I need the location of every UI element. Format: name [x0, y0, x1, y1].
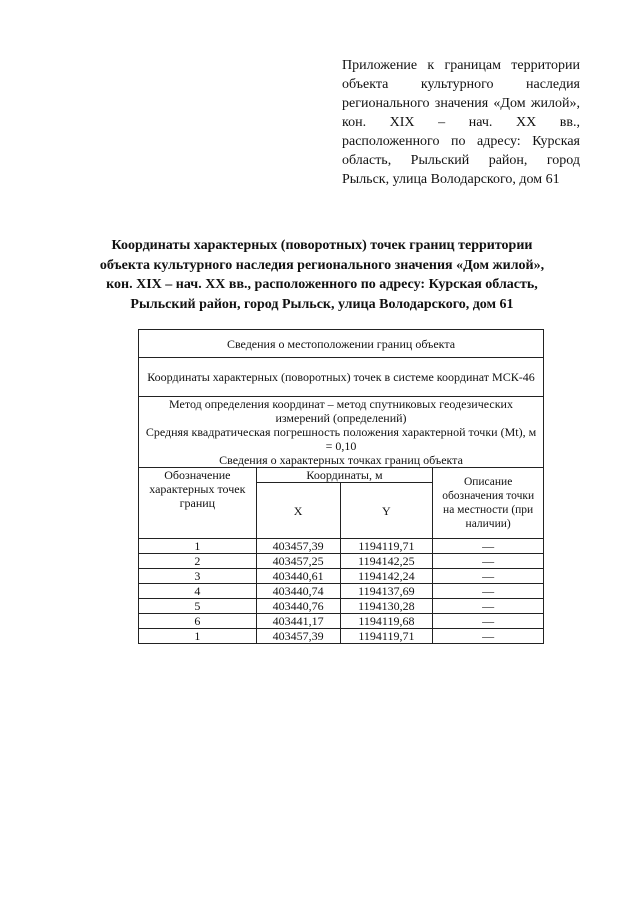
table-row [139, 614, 544, 629]
point-number: 6 [139, 614, 257, 629]
description-column-header: Описание обозначения точки на местности (при наличии) [433, 468, 544, 539]
point-number: 1 [139, 629, 257, 644]
method-text: Метод определения координат – метод спутниковых геодезических измерений (определений) [169, 397, 513, 425]
x-value: 403441,17 [256, 614, 340, 629]
x-value: 403440,61 [256, 569, 340, 584]
method-accuracy-block [139, 397, 544, 468]
table-row [139, 584, 544, 599]
coordinates-column-header: Координаты, м [256, 468, 433, 483]
section-points-header: Сведения о характерных точках границ объекта [219, 453, 463, 467]
y-value: 1194142,25 [340, 554, 433, 569]
point-number: 5 [139, 599, 257, 614]
x-value: 403440,76 [256, 599, 340, 614]
table-row [139, 569, 544, 584]
description-value: — [433, 539, 544, 554]
table-row [139, 599, 544, 614]
description-value: — [433, 599, 544, 614]
x-column-header: X [256, 483, 340, 539]
accuracy-text: Средняя квадратическая погрешность положения характерной точки (Mt), м = 0,10 [145, 425, 537, 453]
y-value: 1194119,71 [340, 539, 433, 554]
coordinates-table [138, 329, 544, 644]
x-value: 403457,39 [256, 539, 340, 554]
coordinate-system-header: Координаты характерных (поворотных) точек в системе координат МСК-46 [139, 358, 544, 397]
document-title: Координаты характерных (поворотных) точек границ территории объекта культурного наследия регионального значения «Дом жилой», кон. XIX – нач. XX вв., расположенного по адресу: Курская область, Рыльский район, город Рыльск, улица Володарского, дом 61 [99, 238, 545, 312]
description-value: — [433, 584, 544, 599]
table-row [139, 629, 544, 644]
y-value: 1194130,28 [340, 599, 433, 614]
designation-column-header: Обозначение характерных точек границ [139, 468, 257, 539]
x-value: 403457,25 [256, 554, 340, 569]
y-value: 1194119,68 [340, 614, 433, 629]
table-row [139, 554, 544, 569]
description-value: — [433, 614, 544, 629]
y-value: 1194142,24 [340, 569, 433, 584]
description-value: — [433, 569, 544, 584]
description-value: — [433, 554, 544, 569]
x-value: 403457,39 [256, 629, 340, 644]
y-value: 1194119,71 [340, 629, 433, 644]
description-value: — [433, 629, 544, 644]
table-row [139, 539, 544, 554]
point-number: 1 [139, 539, 257, 554]
point-number: 2 [139, 554, 257, 569]
annex-reference: Приложение к границам территории объекта культурного наследия регионального значения «Дом жилой», кон. XIX – нач. XX вв., расположенного по адресу: Курская область, Рыльский район, город Рыльск, улица Володарского, дом 61 [342, 58, 580, 187]
y-column-header: Y [340, 483, 433, 539]
point-number: 4 [139, 584, 257, 599]
y-value: 1194137,69 [340, 584, 433, 599]
section-location-header: Сведения о местоположении границ объекта [139, 330, 544, 358]
point-number: 3 [139, 569, 257, 584]
x-value: 403440,74 [256, 584, 340, 599]
